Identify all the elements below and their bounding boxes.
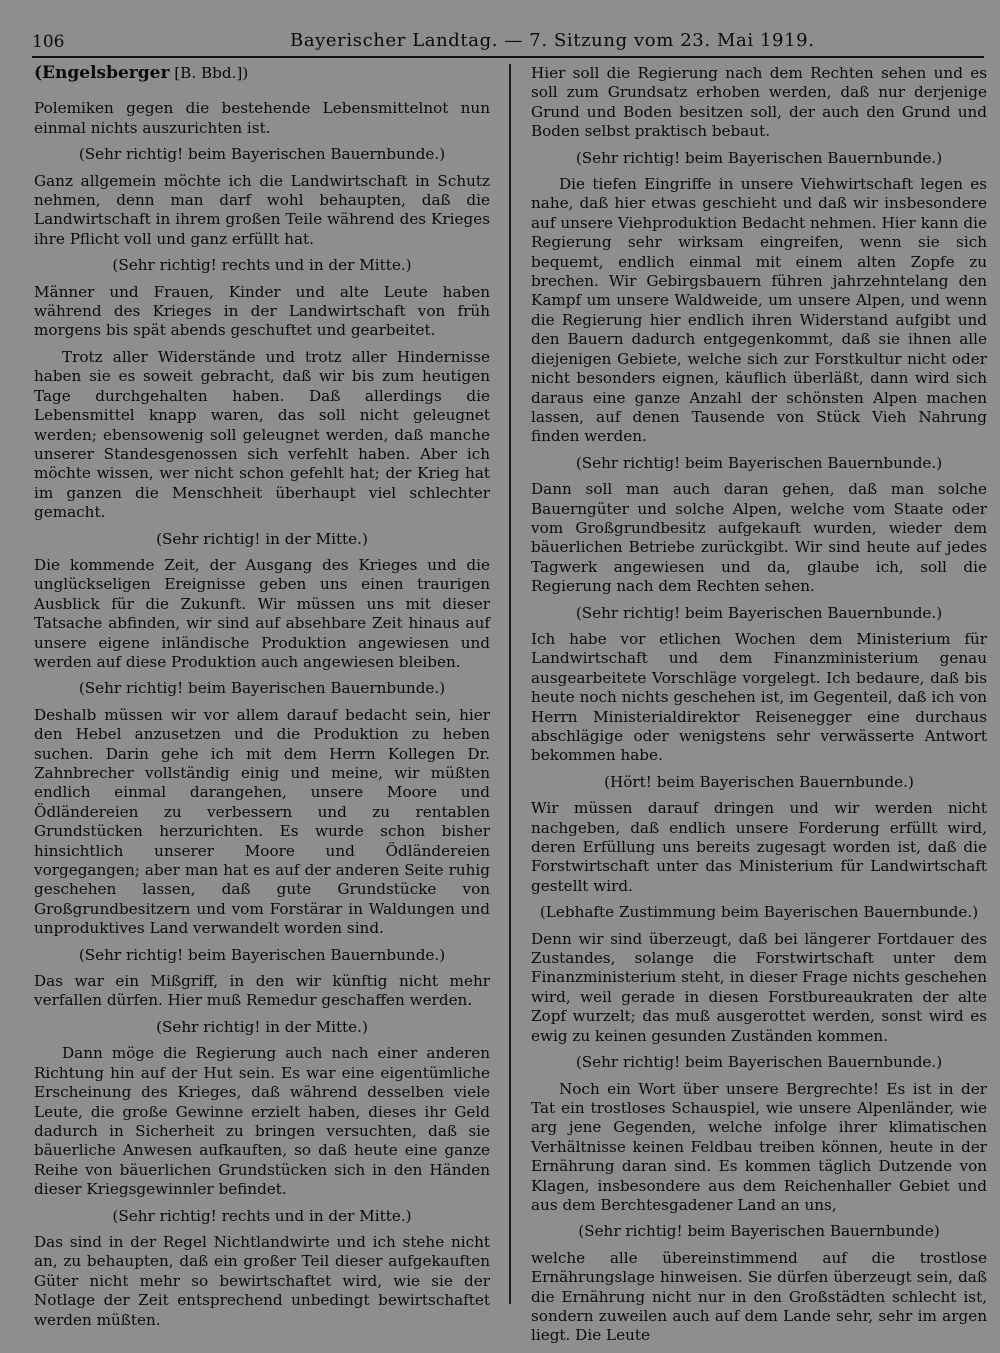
paragraph: Das sind in der Regel Nichtlandwirte und ich stehe nicht an, zu behaupten, daß ein großer Teil dieser aufgekauften Güter nicht mehr so bewirtschaftet wird, wie sie der Notlage der Zeit entsprechend unbedingt bewirtschaftet werden müßten. [34, 1232, 490, 1329]
interjection: (Lebhafte Zustimmung beim Bayerischen Bauernbunde.) [539, 903, 979, 922]
interjection: (Sehr richtig! beim Bayerischen Bauernbunde.) [575, 148, 943, 167]
interjection: (Sehr richtig! beim Bayerischen Bauernbunde.) [575, 1053, 943, 1072]
interjection: (Hört! beim Bayerischen Bauernbunde.) [604, 772, 914, 791]
interjection: (Sehr richtig! beim Bayerischen Bauernbunde) [578, 1222, 940, 1241]
paragraph: Ich habe vor etlichen Wochen dem Ministerium für Landwirtschaft und dem Finanzministerium genau ausgearbeitete Vorschläge vorgelegt. Ich bedaure, daß bis heute noch nichts geschehen ist, im Gegenteil, daß ich von Herrn Ministerialdirektor Reisenegger eine durchaus abschlägige oder wenigstens sehr verwässerte Antwort bekommen habe. [531, 629, 987, 765]
paragraph: Noch ein Wort über unsere Bergrechte! Es ist in der Tat ein trostloses Schauspiel, wie unsere Alpenländer, wie arg jene Gegenden, welche infolge ihrer klimatischen Verhältnisse keinen Feldbau treiben können, heute in der Ernährung daran sind. Es kommen täglich Dutzende von Klagen, insbesondere aus dem Reichenhaller Gebiet und aus dem Berchtesgadener Land an uns, [531, 1079, 987, 1214]
paragraph: Die tiefen Eingriffe in unsere Viehwirtschaft legen es nahe, daß hier etwas geschieht und daß wir insbesondere auf unsere Viehproduktion Bedacht nehmen. Hier kann die Regierung sehr wirksam eingreifen, wenn sie sich bequemt, endlich einmal mit einem alten Zopfe zu brechen. Wir Gebirgsbauern führen jahrzehntelang den Kampf um unsere Waldweide, um unsere Alpen, und wenn die Regierung hier endlich ihren Widerstand aufgibt und den Bauern dadurch entgegenkommt, daß sie ihnen alle diejenigen Gebiete, welche sich zur Forstkultur nicht oder nicht besonders eignen, käuflich überläßt, dann wird sich daraus eine ganze Anzahl der schönsten Alpen machen lassen, auf denen Tausende von Stück Vieh Nahrung finden werden. [531, 175, 987, 446]
paragraph: Polemiken gegen die bestehende Lebensmittelnot nun einmal nichts auszurichten ist. [34, 99, 490, 137]
paragraph: Deshalb müssen wir vor allem darauf bedacht sein, hier den Hebel anzusetzen und die Produktion zu heben suchen. Darin gehe ich mit dem Herrn Kollegen Dr. Zahnbrecher vollständig einig und meine, wir müßten endlich einmal darangehen, unsere Moore und Ödländereien zu verbessern und zu rentablen Grundstücken herzurichten. Es wurde schon bisher hinsichtlich unserer Moore und Ödländereien vorgegangen; aber man hat es auf der anderen Seite ruhig geschehen lassen, daß gute Grundstücke von Großgrundbesitzern und vom Forstärar in Waldungen und unproduktives Land verwandelt worden sind. [34, 705, 490, 938]
paragraph: Das war ein Mißgriff, in den wir künftig nicht mehr verfallen dürfen. Hier muß Remedur geschaffen werden. [34, 972, 490, 1010]
page-number: 106 [32, 32, 65, 52]
page-header [32, 30, 984, 58]
interjection: (Sehr richtig! in der Mitte.) [156, 529, 368, 548]
interjection: (Sehr richtig! beim Bayerischen Bauernbunde.) [575, 603, 943, 622]
speaker-line [34, 64, 490, 83]
left-column [34, 64, 490, 1337]
running-title: Bayerischer Landtag. — 7. Sitzung vom 23. Mai 1919. [290, 30, 815, 51]
paragraph: Dann möge die Regierung auch nach einer anderen Richtung hin auf der Hut sein. Es war eine eigentümliche Erscheinung des Krieges, daß während desselben viele Leute, die große Gewinne erzielt haben, dieses ihr Geld dadurch in Sicherheit zu bringen versuchten, daß sie bäuerliche Anwesen aufkauften, so daß heute eine ganze Reihe von bäuerlichen Grundstücken sich in den Händen dieser Kriegsgewinnler befindet. [34, 1044, 490, 1199]
interjection: (Sehr richtig! rechts und in der Mitte.) [112, 256, 412, 275]
interjection: (Sehr richtig! beim Bayerischen Bauernbunde.) [78, 945, 446, 964]
interjection: (Sehr richtig! beim Bayerischen Bauernbunde.) [78, 679, 446, 698]
interjection: (Sehr richtig! rechts und in der Mitte.) [112, 1206, 412, 1225]
speaker-party: [B. Bbd.]) [174, 64, 249, 82]
speaker-name: (Engelsberger [34, 63, 170, 83]
paragraph: Männer und Frauen, Kinder und alte Leute haben während des Krieges in der Landwirtschaft von früh morgens bis spät abends geschuftet und gearbeitet. [34, 282, 490, 340]
column-divider [509, 64, 511, 1304]
paragraph: Dann soll man auch daran gehen, daß man solche Bauerngüter und solche Alpen, welche vom Staate oder vom Großgrundbesitz aufgekauft wurden, wieder dem bäuerlichen Betriebe zurückgibt. Wir sind heute auf jedes Tagwerk angewiesen und da, glaube ich, soll die Regierung nach dem Rechten sehen. [531, 480, 987, 596]
paragraph: Denn wir sind überzeugt, daß bei längerer Fortdauer des Zustandes, solange die Forstwirtschaft unter dem Finanzministerium steht, in dieser Frage nichts geschehen wird, weil gerade in diesen Forstbureaukraten der alte Zopf wurzelt; das muß ausgerottet werden, sonst wird es ewig zu keinen gesunden Zuständen kommen. [531, 929, 987, 1045]
interjection: (Sehr richtig! in der Mitte.) [156, 1017, 368, 1036]
paragraph: Die kommende Zeit, der Ausgang des Krieges und die unglückseligen Ereignisse geben uns einen traurigen Ausblick für die Zukunft. Wir müssen uns mit dieser Tatsache abfinden, wir sind auf absehbare Zeit hinaus auf unsere eigene inländische Produktion angewiesen und werden auf diese Produktion auch angewiesen bleiben. [34, 555, 490, 671]
interjection: (Sehr richtig! beim Bayerischen Bauernbunde.) [575, 453, 943, 472]
paragraph: welche alle übereinstimmend auf die trostlose Ernährungslage hinweisen. Sie dürfen überzeugt sein, daß die Ernährung nicht nur in den Großstädten schlecht ist, sondern zuweilen auch auf dem Lande sehr, sehr im argen liegt. Die Leute [531, 1248, 987, 1345]
interjection: (Sehr richtig! beim Bayerischen Bauernbunde.) [78, 145, 446, 164]
paragraph: Ganz allgemein möchte ich die Landwirtschaft in Schutz nehmen, denn man darf wohl behaupten, daß die Landwirtschaft in ihrem großen Teile während des Krieges ihre Pflicht voll und ganz erfüllt hat. [34, 171, 490, 248]
paragraph: Trotz aller Widerstände und trotz aller Hindernisse haben sie es soweit gebracht, daß wir bis zum heutigen Tage durchgehalten haben. Daß allerdings die Lebensmittel knapp waren, das soll nicht geleugnet werden; ebensowenig soll geleugnet werden, daß manche unserer Standesgenossen sich verfehlt haben. Aber ich möchte wissen, wer nicht schon gefehlt hat; der Krieg hat im ganzen die Menschheit überhaupt viel schlechter gemacht. [34, 347, 490, 522]
paragraph: Hier soll die Regierung nach dem Rechten sehen und es soll zum Grundsatz erhoben werden, daß nur derjenige Grund und Boden besitzen soll, der auch den Grund und Boden selbst praktisch bebaut. [531, 64, 987, 141]
right-column [531, 64, 987, 1353]
paragraph: Wir müssen darauf dringen und wir werden nicht nachgeben, daß endlich unsere Forderung erfüllt wird, deren Erfüllung uns bereits zugesagt worden ist, daß die Forstwirtschaft unter das Ministerium für Landwirtschaft gestellt wird. [531, 799, 987, 895]
